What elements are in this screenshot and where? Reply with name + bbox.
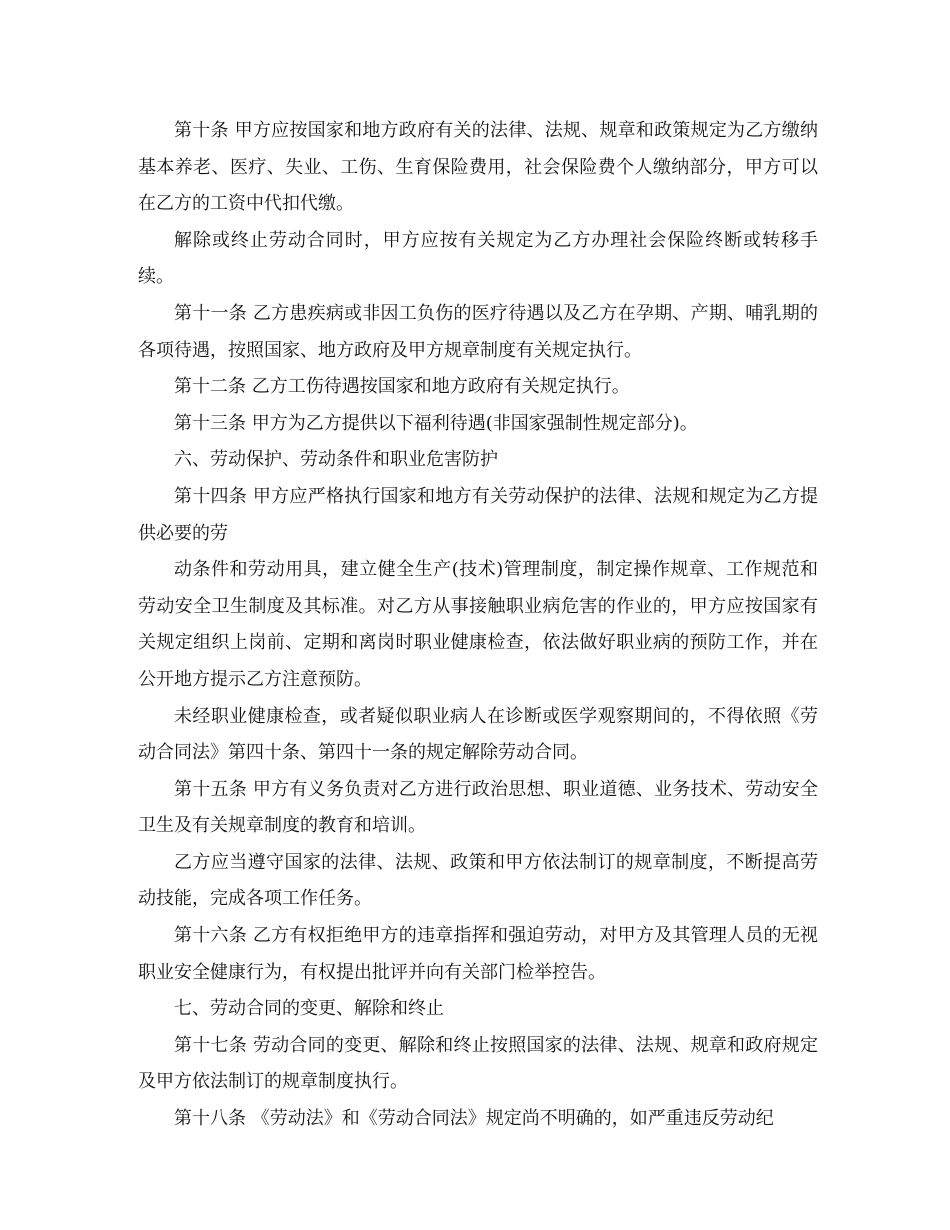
paragraph-article-11: 第十一条 乙方患疾病或非因工负伤的医疗待遇以及乙方在孕期、产期、哺乳期的各项待遇，按照国家、地方政府及甲方规章制度有关规定执行。 xyxy=(138,302,818,361)
paragraph-article-14-continued: 动条件和劳动用具，建立健全生产(技术)管理制度，制定操作规章、工作规范和劳动安全卫生制度及其标准。对乙方从事接触职业病危害的作业的，甲方应按国家有关规定组织上岗前、定期和离岗时职业健康检查，依法做好职业病的预防工作，并在公开地方提示乙方注意预防。 xyxy=(138,559,818,690)
paragraph-article-10: 第十条 甲方应按国家和地方政府有关的法律、法规、规章和政策规定为乙方缴纳基本养老、医疗、失业、工伤、生育保险费用，社会保险费个人缴纳部分，甲方可以在乙方的工资中代扣代缴。 xyxy=(138,120,818,215)
paragraph-article-12: 第十二条 乙方工伤待遇按国家和地方政府有关规定执行。 xyxy=(174,376,630,398)
section-heading-6: 六、劳动保护、劳动条件和职业危害防护 xyxy=(174,449,498,471)
paragraph-article-15: 第十五条 甲方有义务负责对乙方进行政治思想、职业道德、业务技术、劳动安全卫生及有关规章制度的教育和培训。 xyxy=(138,778,818,837)
paragraph-article-16: 第十六条 乙方有权拒绝甲方的违章指挥和强迫劳动，对甲方及其管理人员的无视职业安全健康行为，有权提出批评并向有关部门检举控告。 xyxy=(138,925,818,983)
paragraph-health-check: 未经职业健康检查，或者疑似职业病人在诊断或医学观察期间的，不得依照《劳动合同法》第四十条、第四十一条的规定解除劳动合同。 xyxy=(138,705,818,764)
document-body xyxy=(138,113,818,1138)
paragraph-employee-obligations: 乙方应当遵守国家的法律、法规、政策和甲方依法制订的规章制度，不断提高劳动技能，完成各项工作任务。 xyxy=(138,851,818,910)
paragraph-article-14: 第十四条 甲方应严格执行国家和地方有关劳动保护的法律、法规和规定为乙方提供必要的劳 xyxy=(138,485,818,544)
paragraph-article-18: 第十八条 《劳动法》和《劳动合同法》规定尚不明确的，如严重违反劳动纪 xyxy=(174,1108,774,1130)
paragraph-article-17: 第十七条 劳动合同的变更、解除和终止按照国家的法律、法规、规章和政府规定及甲方依法制订的规章制度执行。 xyxy=(138,1034,818,1093)
paragraph-article-13: 第十三条 甲方为乙方提供以下福利待遇(非国家强制性规定部分)。 xyxy=(174,412,698,434)
paragraph-social-insurance-transfer: 解除或终止劳动合同时，甲方应按有关规定为乙方办理社会保险终断或转移手续。 xyxy=(138,229,818,288)
section-heading-7: 七、劳动合同的变更、解除和终止 xyxy=(174,998,444,1020)
